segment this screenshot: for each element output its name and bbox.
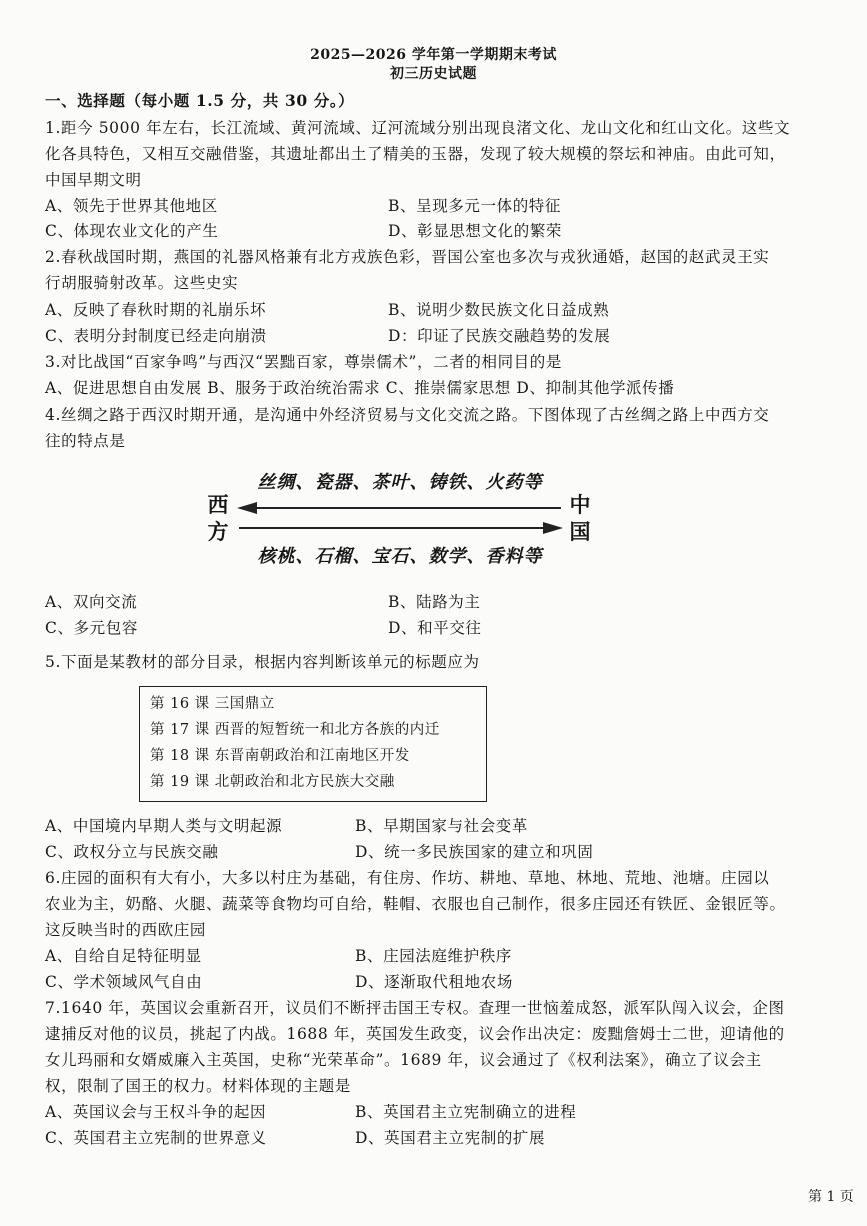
q2-option-d: D：印证了民族交融趋势的发展 — [388, 327, 611, 345]
arrow-to-china-icon — [543, 522, 563, 534]
page-number: 第 1 页 — [808, 1189, 854, 1205]
q6-line-1: 6.庄园的面积有大有小，大多以村庄为基础，有住房、作坊、耕地、草地、林地、荒地、池塘。庄园以 — [45, 869, 770, 887]
q5-option-c: C、政权分立与民族交融 — [45, 843, 219, 861]
q4-option-d: D、和平交往 — [388, 619, 482, 637]
q4-option-b: B、陆路为主 — [388, 593, 481, 611]
diagram-left-char-2: 方 — [207, 519, 229, 544]
q2-line-2: 行胡服骑射改革。这些史实 — [45, 274, 239, 292]
q1-line-3: 中国早期文明 — [45, 171, 142, 189]
q6-option-a: A、自给自足特征明显 — [45, 947, 202, 965]
q6-line-2: 农业为主，奶酪、火腿、蔬菜等食物均可自给，鞋帽、衣服也自己制作，很多庄园还有铁匠、金银匠等。 — [45, 895, 786, 913]
q7-option-d: D、英国君主立宪制的扩展 — [355, 1129, 546, 1147]
q2-line-1: 2.春秋战国时期，燕国的礼器风格兼有北方戎族色彩，晋国公室也多次与戎狄通婚，赵国的赵武灵王实 — [45, 248, 770, 266]
silk-road-diagram — [205, 462, 600, 572]
toc-item-18: 第 18 课 东晋南朝政治和江南地区开发 — [150, 748, 410, 764]
q4-line-2: 往的特点是 — [45, 432, 126, 450]
diagram-right-char-2: 国 — [569, 519, 591, 544]
q6-option-b: B、庄园法庭维护秩序 — [355, 947, 512, 965]
q5-line-1: 5.下面是某教材的部分目录，根据内容判断该单元的标题应为 — [45, 653, 480, 671]
textbook-toc-box — [139, 686, 487, 802]
diagram-bottom-label: 核桃、石榴、宝石、数学、香料等 — [257, 546, 543, 567]
q5-option-d: D、统一多民族国家的建立和巩固 — [355, 843, 594, 861]
q5-option-b: B、早期国家与社会变革 — [355, 817, 528, 835]
q4-option-a: A、双向交流 — [45, 593, 138, 611]
toc-item-16: 第 16 课 三国鼎立 — [150, 696, 275, 712]
q1-line-1: 1.距今 5000 年左右，长江流域、黄河流域、辽河流域分别出现良渚文化、龙山文化和红山文化。这些文 — [45, 119, 791, 137]
exchange-arrows — [235, 492, 565, 542]
q6-line-3: 这反映当时的西欧庄园 — [45, 921, 207, 939]
q1-option-b: B、呈现多元一体的特征 — [388, 197, 561, 215]
q3-line-1: 3.对比战国“百家争鸣”与西汉“罢黜百家，尊崇儒术”，二者的相同目的是 — [45, 353, 562, 371]
diagram-top-label: 丝绸、瓷器、茶叶、铸铁、火药等 — [257, 472, 543, 493]
q3-options: A、促进思想自由发展 B、服务于政治统治需求 C、推崇儒家思想 D、抑制其他学派传播 — [45, 379, 675, 397]
q7-line-4: 权，限制了国王的权力。材料体现的主题是 — [45, 1077, 351, 1095]
q4-line-1: 4.丝绸之路于西汉时期开通，是沟通中外经济贸易与文化交流之路。下图体现了古丝绸之路上中西方交 — [45, 406, 770, 424]
diagram-left-char-1: 西 — [207, 492, 229, 517]
diagram-right-char-1: 中 — [569, 492, 591, 517]
q7-line-2: 逮捕反对他的议员，挑起了内战。1688 年，英国发生政变，议会作出决定：废黜詹姆士二世，迎请他的 — [45, 1025, 785, 1043]
q7-option-b: B、英国君主立宪制确立的进程 — [355, 1103, 577, 1121]
q2-option-a: A、反映了春秋时期的礼崩乐坏 — [45, 301, 267, 319]
q2-option-b: B、说明少数民族文化日益成熟 — [388, 301, 610, 319]
q1-option-c: C、体现农业文化的产生 — [45, 222, 219, 240]
exam-subtitle: 初三历史试题 — [390, 66, 477, 82]
q6-option-d: D、逐渐取代租地农场 — [355, 973, 513, 991]
q7-line-1: 7.1640 年，英国议会重新召开，议员们不断抨击国王专权。查理一世恼羞成怒，派军队闯入议会，企图 — [45, 999, 785, 1017]
q1-option-d: D、彰显思想文化的繁荣 — [388, 222, 563, 240]
toc-item-17: 第 17 课 西晋的短暂统一和北方各族的内迁 — [150, 722, 440, 738]
q5-option-a: A、中国境内早期人类与文明起源 — [45, 817, 283, 835]
q1-option-a: A、领先于世界其他地区 — [45, 197, 218, 215]
q4-option-c: C、多元包容 — [45, 619, 138, 637]
q2-option-c: C、表明分封制度已经走向崩溃 — [45, 327, 267, 345]
section-heading: 一、选择题（每小题 1.5 分，共 30 分。） — [45, 91, 355, 110]
diagram-right-label — [567, 491, 593, 545]
toc-item-19: 第 19 课 北朝政治和北方民族大交融 — [150, 774, 395, 790]
exam-title: 2025—2026 学年第一学期期末考试 — [310, 47, 557, 63]
q6-option-c: C、学术领域风气自由 — [45, 973, 203, 991]
q7-option-a: A、英国议会与王权斗争的起因 — [45, 1103, 267, 1121]
q1-line-2: 化各具特色，又相互交融借鉴，其遗址都出土了精美的玉器，发现了较大规模的祭坛和神庙。由此可知， — [45, 145, 786, 163]
q7-line-3: 女儿玛丽和女婿威廉入主英国，史称“光荣革命”。1689 年，议会通过了《权利法案》，确立了议会主 — [45, 1051, 762, 1069]
q7-option-c: C、英国君主立宪制的世界意义 — [45, 1129, 267, 1147]
diagram-left-label — [205, 491, 231, 545]
arrow-to-west-icon — [237, 502, 257, 514]
